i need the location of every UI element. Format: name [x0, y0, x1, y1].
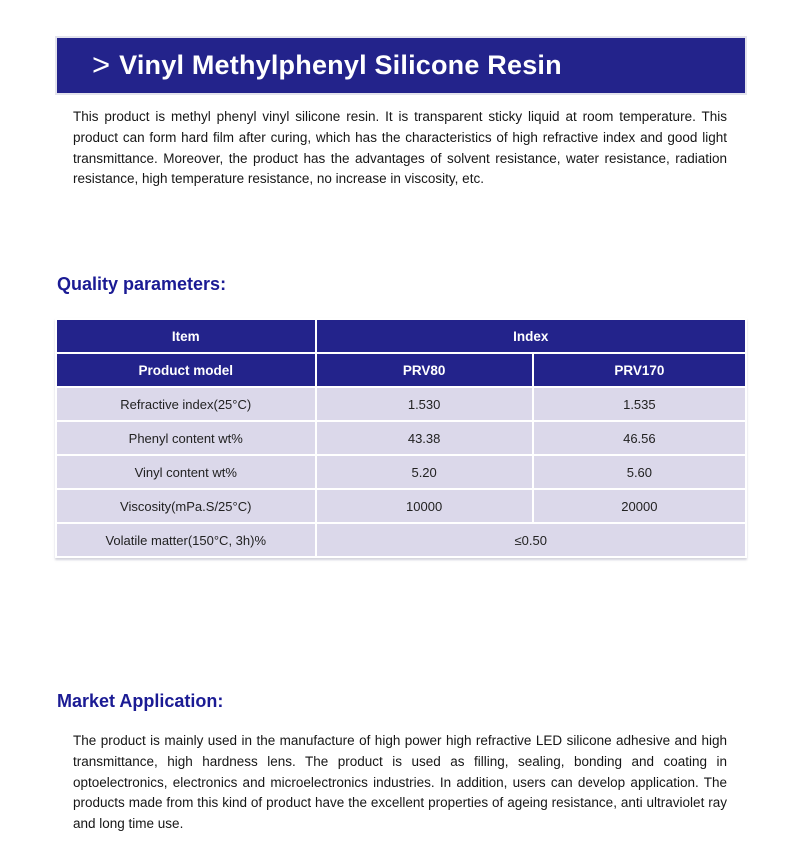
row-value-prv170: 5.60	[534, 456, 745, 488]
table-row-phenyl-content	[57, 422, 745, 454]
row-value-prv80: 10000	[317, 490, 532, 522]
quality-parameters-heading: Quality parameters:	[57, 274, 227, 294]
row-label: Volatile matter(150°C, 3h)%	[57, 524, 315, 556]
quality-parameters-table	[55, 318, 747, 558]
row-value-prv80: 1.530	[317, 388, 532, 420]
row-label: Vinyl content wt%	[57, 456, 315, 488]
header-cell-item: Item	[57, 320, 315, 352]
row-value-prv170: 46.56	[534, 422, 745, 454]
row-label: Viscosity(mPa.S/25°C)	[57, 490, 315, 522]
table-row-viscosity	[57, 490, 745, 522]
row-label: Refractive index(25°C)	[57, 388, 315, 420]
row-value-prv170: 20000	[534, 490, 745, 522]
row-value-prv170: 1.535	[534, 388, 745, 420]
product-description-text: This product is methyl phenyl vinyl silicone resin. It is transparent sticky liquid at room temperature. This product can form hard film after curing, which has the characteristics of high refractive index and good light transmittance. Moreover, the product has the advantages of solvent resistance, water resistance, radiation resistance, high temperature resistance, no increase in viscosity, etc.	[73, 109, 727, 187]
page-title: Vinyl Methylphenyl Silicone Resin	[119, 50, 562, 80]
market-application-heading: Market Application:	[57, 691, 224, 711]
row-value-prv80: 43.38	[317, 422, 532, 454]
row-label: Phenyl content wt%	[57, 422, 315, 454]
row-value-merged: ≤0.50	[317, 524, 746, 556]
market-application-text: The product is mainly used in the manufacture of high power high refractive LED silicone adhesive and high transmittance, high hardness lens. The product is used as filling, sealing, bonding and coating in optoelectronics, electronics and microelectronics industries. In addition, users can develop application. The products made from this kind of product have the excellent properties of ageing resistance, anti ultraviolet ray and long time use.	[73, 733, 727, 832]
table-row-vinyl-content	[57, 456, 745, 488]
header-cell-prv170: PRV170	[534, 354, 745, 386]
table-subheader-row	[57, 354, 745, 386]
table-row-refractive-index	[57, 388, 745, 420]
table-header-row	[57, 320, 745, 352]
row-value-prv80: 5.20	[317, 456, 532, 488]
title-banner	[57, 38, 745, 93]
chevron-right-icon: >	[92, 47, 111, 82]
header-cell-product-model: Product model	[57, 354, 315, 386]
table-row-volatile-matter	[57, 524, 745, 556]
header-cell-index: Index	[317, 320, 746, 352]
header-cell-prv80: PRV80	[317, 354, 532, 386]
